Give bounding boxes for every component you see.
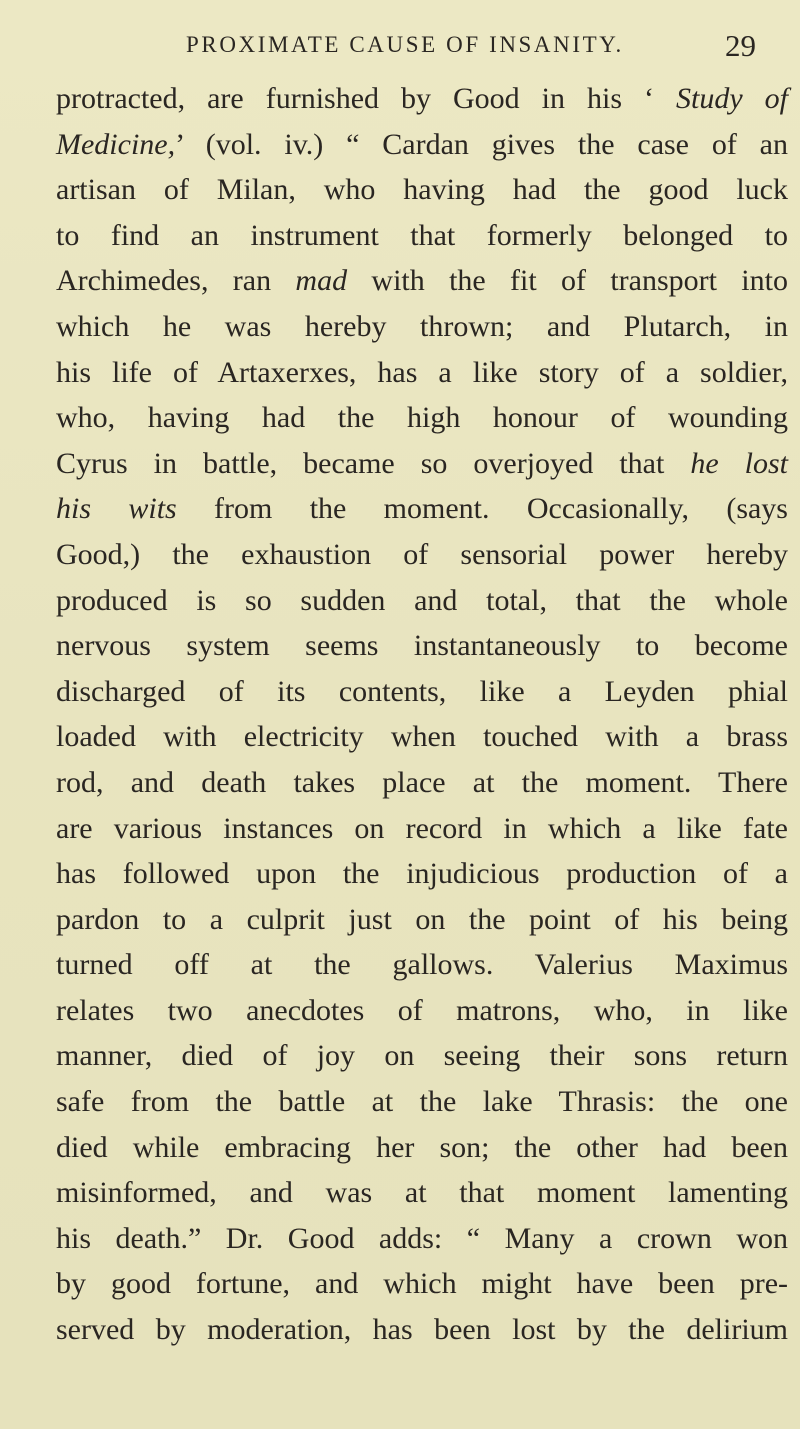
- italic-text: Medicine,: [56, 127, 176, 161]
- text-run: produced is so sudden and total, that the whole: [56, 583, 788, 617]
- text-run: turned off at the gallows. Valerius Maximus: [56, 948, 788, 982]
- text-run: which he was hereby thrown; and Plutarch, in: [56, 309, 788, 343]
- italic-text: his wits: [56, 492, 177, 526]
- text-run: Archimedes, ran: [56, 264, 296, 298]
- text-line: [56, 304, 788, 350]
- text-line: [56, 806, 788, 852]
- page-number: 29: [725, 28, 756, 63]
- text-run: died while embracing her son; the other had been: [56, 1130, 788, 1164]
- text-run: has followed upon the injudicious production of a: [56, 857, 788, 891]
- text-line: [56, 1079, 788, 1125]
- text-line: [56, 167, 788, 213]
- text-run: safe from the battle at the lake Thrasis: the one: [56, 1085, 788, 1119]
- text-line: [56, 623, 788, 669]
- body-text: [56, 76, 796, 1353]
- text-line: [56, 897, 788, 943]
- text-line: [56, 532, 788, 578]
- text-run: are various instances on record in which a like fate: [56, 811, 788, 845]
- text-run: Cyrus in battle, became so overjoyed that: [56, 446, 691, 480]
- text-run: with the fit of transport into: [347, 264, 788, 298]
- text-run: pardon to a culprit just on the point of his being: [56, 902, 788, 936]
- text-run: misinformed, and was at that moment lamenting: [56, 1176, 788, 1210]
- text-line: [56, 760, 788, 806]
- text-run: served by moderation, has been lost by the delirium: [56, 1313, 788, 1347]
- text-run: manner, died of joy on seeing their sons return: [56, 1039, 788, 1073]
- text-line: [56, 486, 788, 532]
- text-line: [56, 669, 788, 715]
- text-run: relates two anecdotes of matrons, who, in like: [56, 993, 788, 1027]
- text-line: [56, 258, 788, 304]
- text-run: rod, and death takes place at the moment. There: [56, 765, 788, 799]
- text-line: [56, 1307, 788, 1353]
- running-head: [0, 28, 800, 68]
- text-run: ’ (vol. iv.) “ Cardan gives the case of an: [175, 127, 788, 161]
- text-line: [56, 942, 788, 988]
- running-title: PROXIMATE CAUSE OF INSANITY.: [186, 32, 624, 57]
- text-run: his death.” Dr. Good adds: “ Many a crown won: [56, 1221, 788, 1255]
- text-line: [56, 1125, 788, 1171]
- text-line: [56, 851, 788, 897]
- text-run: protracted, are furnished by Good in his ‘: [56, 82, 676, 115]
- text-line: [56, 714, 788, 760]
- text-line: [56, 1170, 788, 1216]
- text-run: to find an instrument that formerly belonged to: [56, 218, 788, 252]
- text-line: [56, 213, 788, 259]
- text-run: who, having had the high honour of wounding: [56, 401, 788, 435]
- italic-text: mad: [295, 264, 348, 298]
- text-run: nervous system seems instantaneously to become: [56, 629, 788, 663]
- italic-text: Study of: [676, 82, 788, 115]
- text-line: [56, 988, 788, 1034]
- text-line: [56, 1261, 788, 1307]
- text-run: discharged of its contents, like a Leyden phial: [56, 674, 788, 708]
- text-run: from the moment. Occasionally, (says: [176, 492, 788, 526]
- text-run: his life of Artaxerxes, has a like story of a soldier,: [56, 355, 788, 389]
- text-run: artisan of Milan, who having had the good luck: [56, 173, 788, 207]
- text-line: [56, 578, 788, 624]
- text-line: [56, 350, 788, 396]
- text-run: by good fortune, and which might have been pre-: [56, 1267, 788, 1301]
- text-line: [56, 76, 788, 122]
- text-line: [56, 395, 788, 441]
- italic-text: he lost: [690, 446, 788, 480]
- text-run: Good,) the exhaustion of sensorial power hereby: [56, 537, 788, 571]
- text-line: [56, 1216, 788, 1262]
- text-line: [56, 1033, 788, 1079]
- text-line: [56, 441, 788, 487]
- text-run: loaded with electricity when touched with a brass: [56, 720, 788, 754]
- text-line: [56, 122, 788, 168]
